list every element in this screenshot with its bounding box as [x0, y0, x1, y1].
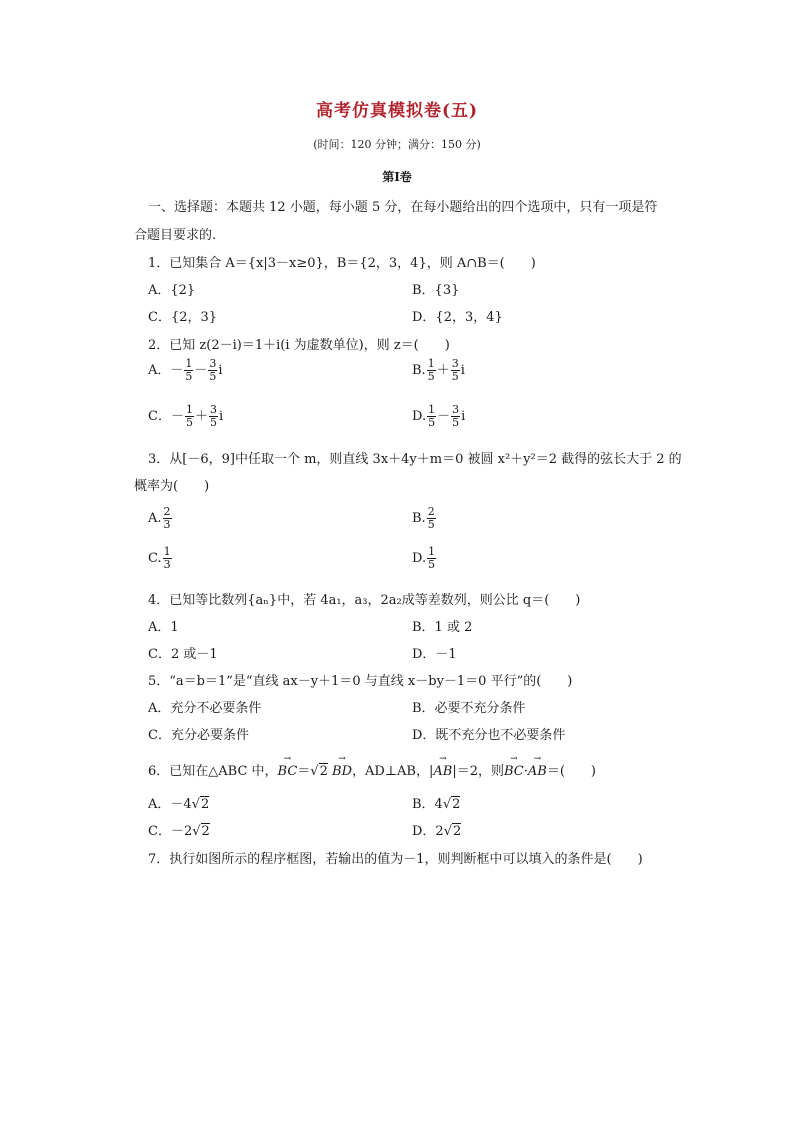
question-6-stem: 6．已知在△ABC 中，→ BC＝√2 → BD，AD⊥AB，|→ AB|＝2，则→ BC·→ AB＝( ): [148, 760, 596, 779]
q6-option-b: B．4√2: [412, 797, 461, 812]
sqrt-2: 2: [201, 824, 210, 839]
q2-d-label: D.: [412, 409, 427, 425]
denominator: 5: [427, 370, 435, 384]
q6-answer-blank: ＝( ): [546, 764, 596, 779]
q2-a-label: A．－: [148, 363, 184, 379]
question-5-stem: 5．“a＝b＝1”是“直线 ax－y＋1＝0 与直线 x－by－1＝0 平行”的( ): [148, 674, 573, 689]
q2-b-label: B.: [412, 363, 426, 379]
q1-option-b: B．{3}: [412, 283, 460, 298]
numerator: 1: [185, 403, 193, 416]
denominator: 5: [428, 416, 436, 430]
fraction: [427, 404, 436, 429]
vector-bc: → BC: [278, 764, 298, 779]
q5-option-d: D．既不充分也不必要条件: [412, 728, 566, 743]
denominator: 5: [451, 370, 459, 384]
question-7-stem: 7．执行如图所示的程序框图，若输出的值为－1，则判断框中可以填入的条件是( ): [148, 852, 643, 867]
q2-option-b: [412, 358, 465, 383]
q1-option-d: D．{2，3，4}: [412, 310, 503, 325]
instructions-line-1: 一、选择题：本题共 12 小题，每小题 5 分，在每小题给出的四个选项中，只有一项是符: [148, 200, 658, 215]
fraction: [451, 358, 460, 383]
fraction: [427, 546, 436, 571]
q6-b-label: B．4: [412, 797, 443, 812]
page-title: 高考仿真模拟卷(五): [315, 101, 479, 121]
fraction: [451, 404, 460, 429]
imaginary-unit: i: [460, 363, 465, 379]
sqrt-2: 2: [452, 797, 461, 812]
vector-ab: → AB: [528, 764, 547, 779]
q6-middle-text: ，AD⊥AB，|: [352, 764, 434, 779]
q5-option-a: A．充分不必要条件: [148, 701, 262, 716]
vector-ab: → AB: [433, 764, 452, 779]
equals-sign: ＝: [297, 764, 311, 779]
q6-tail-text: |＝2，则: [452, 764, 504, 779]
q5-option-b: B．必要不充分条件: [412, 701, 526, 716]
q6-c-label: C．－2: [148, 824, 193, 839]
imaginary-unit: i: [461, 409, 466, 425]
q3-option-c: [148, 546, 173, 571]
q2-option-d: [412, 404, 465, 429]
denominator: 3: [163, 558, 171, 572]
denominator: 5: [185, 416, 193, 430]
numerator: 1: [185, 357, 193, 370]
q6-option-c: C．－2√2: [148, 824, 210, 839]
fraction: [163, 506, 172, 531]
fraction: [427, 358, 436, 383]
numerator: 1: [163, 545, 171, 558]
vector-bd: → BD: [332, 764, 352, 779]
q1-option-c: C．{2，3}: [148, 310, 218, 325]
q2-c-label: C．－: [148, 409, 184, 425]
q4-option-c: C．2 或－1: [148, 647, 218, 662]
fraction: [208, 358, 217, 383]
fraction: [209, 404, 218, 429]
exam-meta: (时间：120 分钟；满分：150 分): [313, 138, 481, 151]
sqrt-2: 2: [453, 824, 462, 839]
q3-b-label: B.: [412, 511, 426, 527]
denominator: 5: [209, 370, 217, 384]
numerator: 3: [452, 403, 460, 416]
denominator: 5: [427, 518, 435, 532]
numerator: 2: [163, 505, 171, 518]
q3-c-label: C.: [148, 551, 162, 567]
operator: ＋: [436, 363, 450, 379]
numerator: 1: [427, 357, 435, 370]
dot-operator: ·: [523, 764, 528, 779]
question-3-stem-line-2: 概率为( ): [134, 479, 210, 494]
numerator: 1: [428, 545, 436, 558]
q2-option-c: [148, 404, 223, 429]
q6-option-a: A．－4√2: [148, 797, 210, 812]
q3-option-d: [412, 546, 437, 571]
q6-prefix: 6．已知在△ABC 中，: [148, 764, 278, 779]
q1-option-a: A．{2}: [148, 283, 196, 298]
denominator: 5: [428, 558, 436, 572]
question-3-stem-line-1: 3．从[－6，9]中任取一个 m，则直线 3x＋4y＋m＝0 被圆 x²＋y²＝2 截得的弦长大于 2 的: [148, 452, 682, 467]
vector-bc: → BC: [504, 764, 524, 779]
fraction: [427, 506, 436, 531]
fraction: [163, 546, 172, 571]
question-2-stem: 2．已知 z(2－i)＝1＋i(i 为虚数单位)，则 z＝( ): [148, 338, 450, 353]
imaginary-unit: i: [218, 363, 223, 379]
denominator: 5: [209, 416, 217, 430]
q3-option-a: [148, 506, 173, 531]
operator: －: [194, 363, 208, 379]
numerator: 3: [451, 357, 459, 370]
fraction: [184, 358, 193, 383]
q3-d-label: D.: [412, 551, 427, 567]
operator: ＋: [194, 409, 208, 425]
question-4-stem: 4．已知等比数列{aₙ}中，若 4a₁，a₃，2a₂成等差数列，则公比 q＝( ): [148, 593, 581, 608]
question-1-stem: 1．已知集合 A＝{x|3－x≥0}，B＝{2，3，4}，则 A∩B＝( ): [148, 256, 536, 271]
numerator: 1: [428, 403, 436, 416]
sqrt-2: 2: [319, 764, 328, 779]
q4-option-b: B．1 或 2: [412, 620, 473, 635]
section-heading: 第Ⅰ卷: [382, 170, 412, 184]
denominator: 5: [452, 416, 460, 430]
q6-option-d: D．2√2: [412, 824, 462, 839]
q5-option-c: C．充分必要条件: [148, 728, 249, 743]
q2-option-a: [148, 358, 223, 383]
fraction: [185, 404, 194, 429]
q6-d-label: D．2: [412, 824, 444, 839]
instructions-line-2: 合题目要求的.: [134, 228, 217, 243]
q4-option-a: A．1: [148, 620, 179, 635]
operator: －: [437, 409, 451, 425]
imaginary-unit: i: [218, 409, 224, 425]
q4-option-d: D．－1: [412, 647, 457, 662]
q6-a-label: A．－4: [148, 797, 192, 812]
numerator: 3: [209, 403, 217, 416]
sqrt-2: 2: [200, 797, 210, 812]
numerator: 2: [427, 505, 435, 518]
q3-a-label: A.: [148, 511, 162, 527]
q3-option-b: [412, 506, 437, 531]
denominator: 5: [185, 370, 193, 384]
numerator: 3: [209, 357, 217, 370]
denominator: 3: [163, 518, 171, 532]
